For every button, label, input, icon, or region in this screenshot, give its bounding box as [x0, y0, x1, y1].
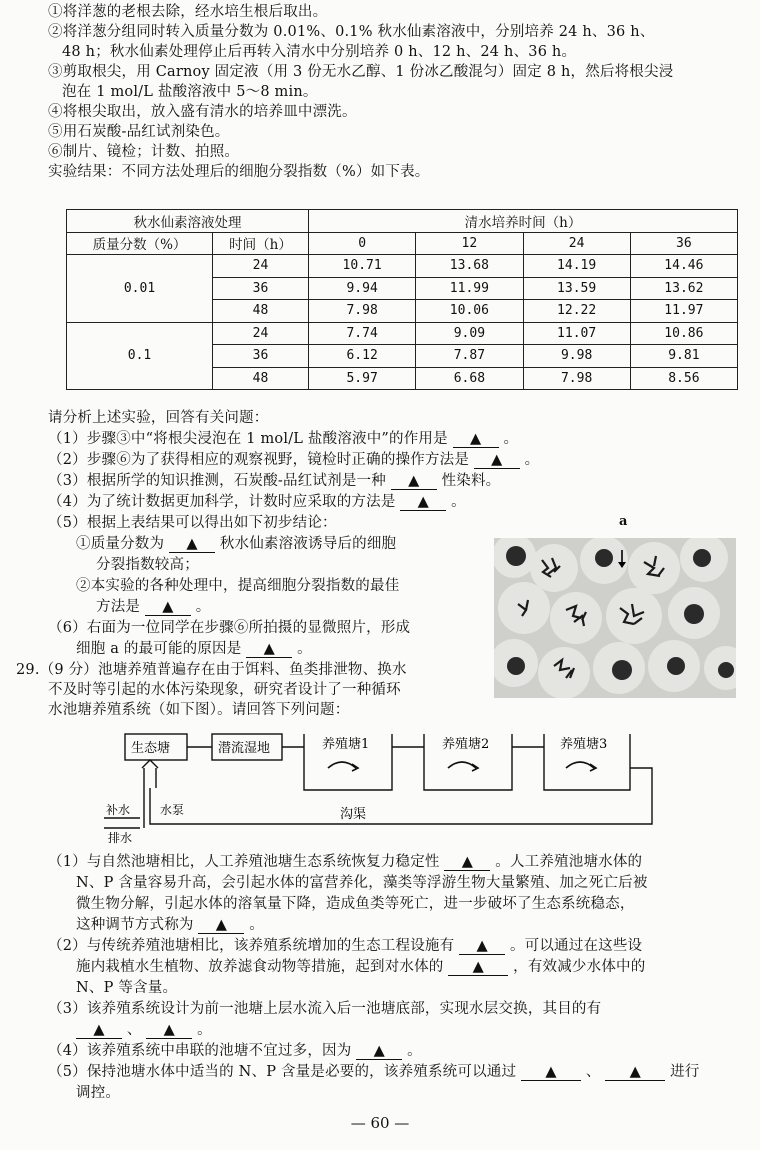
table-header-treatment: 秋水仙素溶液处理: [67, 210, 309, 233]
table-cell: 9.94: [309, 277, 416, 300]
table-water-time: 0: [309, 232, 416, 255]
q29-5-sep: 、: [585, 1064, 601, 1080]
results-table: [66, 209, 738, 390]
q28-1-end: 。: [503, 431, 519, 447]
q29-2-cont-2: N、P 等含量。: [76, 980, 178, 996]
q28-2-text: （2）步骤⑥为了获得相应的观察视野，镜检时正确的操作方法是: [48, 452, 470, 468]
answer-blank[interactable]: ▲: [448, 959, 508, 976]
label-wetland: 潜流湿地: [218, 741, 271, 756]
micrograph-cells: [494, 538, 736, 698]
table-cell: 8.56: [630, 367, 737, 390]
q29-2-text3: 施内栽植水生植物、放养滤食动物等措施，起到对水体的: [76, 959, 444, 975]
q29-1-text2: 。人工养殖池塘水体的: [495, 854, 643, 870]
q29-5-cont: 调控。: [76, 1085, 121, 1101]
label-pond-1: 养殖塘1: [322, 737, 370, 752]
table-mass-cell: 0.01: [67, 255, 213, 323]
q29-4-text: （4）该养殖系统中串联的池塘不宜过多，因为: [48, 1043, 352, 1059]
q29-5: [48, 1062, 700, 1082]
table-time-cell: 24: [213, 322, 309, 345]
label-pond-3: 养殖塘3: [560, 737, 608, 752]
table-cell: 7.87: [416, 345, 523, 368]
step-2-cont: 48 h；秋水仙素处理停止后再转入清水中分别培养 0 h、12 h、24 h、36 h。: [62, 44, 577, 60]
label-channel: 沟渠: [340, 807, 367, 822]
q28-6: （6）右面为一位同学在步骤⑥所拍摄的显微照片，形成: [48, 620, 411, 636]
table-cell: 11.07: [523, 322, 630, 345]
q29-2-cont: [76, 957, 645, 977]
q28-intro: 请分析上述实验，回答有关问题：: [48, 410, 269, 426]
photo-label-a: a: [619, 514, 628, 529]
table-cell: 7.98: [523, 367, 630, 390]
q29-1-end: 。: [249, 917, 264, 933]
q28-4-text: （4）为了统计数据更加科学，计数时应采取的方法是: [48, 494, 396, 510]
label-inflow: 补水: [106, 803, 131, 817]
pond-system-diagram: [100, 728, 660, 848]
step-1: ①将洋葱的老根去除，经水培生根后取出。: [48, 4, 328, 20]
q28-5-1-text2: 秋水仙素溶液诱导后的细胞: [219, 536, 397, 552]
micrograph-image: [494, 538, 736, 698]
table-cell: 6.12: [309, 345, 416, 368]
q29-2-text2: 。可以通过在这些设: [509, 938, 643, 954]
q28-6-cont: [76, 639, 312, 659]
table-cell: 7.98: [309, 300, 416, 323]
table-cell: 9.98: [523, 345, 630, 368]
table-time-cell: 36: [213, 345, 309, 368]
table-cell: 9.09: [416, 322, 523, 345]
q28-6-end: 。: [297, 641, 312, 657]
table-cell: 13.59: [523, 277, 630, 300]
answer-blank[interactable]: ▲: [356, 1043, 402, 1060]
table-cell: 7.74: [309, 322, 416, 345]
q28-5-1: [76, 534, 396, 554]
answer-blank[interactable]: ▲: [400, 494, 446, 511]
label-pump: 水泵: [160, 803, 185, 817]
q28-5-2-text: 方法是: [96, 599, 141, 615]
table-row: [67, 255, 738, 278]
q28-1: [48, 429, 518, 449]
label-eco-pond: 生态塘: [131, 741, 171, 756]
q28-3-end: 性染料。: [441, 473, 501, 489]
table-col-mass: 质量分数（%）: [67, 232, 213, 255]
q29-intro-2: 不及时等引起的水体污染现象，研究者设计了一种循环: [48, 682, 401, 698]
q28-2-end: 。: [524, 452, 540, 468]
step-3-cont: 泡在 1 mol/L 盐酸溶液中 5～8 min。: [62, 84, 318, 100]
q29-2-text: （2）与传统养殖池塘相比，该养殖系统增加的生态工程设施有: [48, 938, 455, 954]
q28-3: [48, 471, 500, 491]
table-header-water: 清水培养时间（h）: [309, 210, 738, 233]
q29-1-text: （1）与自然池塘相比，人工养殖池塘生态系统恢复力稳定性: [48, 854, 440, 870]
table-cell: 10.86: [630, 322, 737, 345]
table-time-cell: 24: [213, 255, 309, 278]
table-cell: 9.81: [630, 345, 737, 368]
table-time-cell: 48: [213, 300, 309, 323]
q29-3-cont: [76, 1020, 212, 1040]
table-cell: 5.97: [309, 367, 416, 390]
step-6: ⑥制片、镜检；计数、拍照。: [48, 144, 240, 160]
table-cell: 12.22: [523, 300, 630, 323]
table-cell: 11.97: [630, 300, 737, 323]
q29-3: （3）该养殖系统设计为前一池塘上层水流入后一池塘底部，实现水层交换，其目的有: [48, 1001, 602, 1017]
answer-blank[interactable]: ▲: [444, 854, 490, 871]
step-2: ②将洋葱分组同时转入质量分数为 0.01%、0.1% 秋水仙素溶液中，分别培养 24 h、36 h、: [48, 24, 655, 40]
answer-blank[interactable]: ▲: [521, 1064, 581, 1081]
q28-5-2: ②本实验的各种处理中，提高细胞分裂指数的最佳: [76, 578, 400, 594]
q29-3-sep: 、: [126, 1022, 142, 1038]
table-water-time: 24: [523, 232, 630, 255]
table-water-time: 36: [630, 232, 737, 255]
step-3: ③剪取根尖，用 Carnoy 固定液（用 3 份无水乙醇、1 份冰乙酸混匀）固定 8 h，然后将根尖浸: [48, 64, 674, 80]
answer-blank[interactable]: ▲: [605, 1064, 665, 1081]
q29-intro-3: 水池塘养殖系统（如下图）。请回答下列问题：: [48, 702, 350, 718]
pond-system-svg: [100, 728, 660, 848]
answer-blank[interactable]: ▲: [198, 917, 244, 934]
q28-6-text: 细胞 a 的最可能的原因是: [76, 641, 242, 657]
table-cell: 10.06: [416, 300, 523, 323]
table-time-cell: 48: [213, 367, 309, 390]
q28-5-2-cont: [96, 597, 210, 617]
q28-1-text: （1）步骤③中“将根尖浸泡在 1 mol/L 盐酸溶液中”的作用是: [48, 431, 448, 447]
table-cell: 14.19: [523, 255, 630, 278]
q29-5-text: （5）保持池塘水体中适当的 N、P 含量是必要的，该养殖系统可以通过: [48, 1064, 517, 1080]
q29-3-end: 。: [197, 1022, 212, 1038]
q29-2-text4: ，有效减少水体中的: [513, 959, 646, 975]
q28-4: [48, 492, 466, 512]
q29-1: [48, 852, 642, 872]
table-cell: 13.68: [416, 255, 523, 278]
table-cell: 11.99: [416, 277, 523, 300]
q29-1-cont-1: N、P 含量容易升高，会引起水体的富营养化，藻类等浮游生物大量繁殖、加之死亡后被: [76, 875, 648, 891]
table-row: [67, 322, 738, 345]
q28-2: [48, 450, 539, 470]
answer-blank[interactable]: ▲: [453, 431, 499, 448]
q29-5-text2: 进行: [670, 1064, 700, 1080]
table-water-time: 12: [416, 232, 523, 255]
answer-blank[interactable]: ▲: [474, 452, 520, 469]
label-outflow: 排水: [108, 831, 133, 845]
page-number: — 60 —: [350, 1114, 410, 1132]
q29-4: [48, 1041, 422, 1061]
step-5: ⑤用石炭酸-品红试剂染色。: [48, 124, 230, 140]
results-intro: 实验结果：不同方法处理后的细胞分裂指数（%）如下表。: [48, 164, 430, 180]
answer-blank[interactable]: ▲: [76, 1022, 122, 1039]
table-cell: 10.71: [309, 255, 416, 278]
q29-1-cont-3: [76, 915, 264, 935]
label-pond-2: 养殖塘2: [442, 737, 490, 752]
answer-blank[interactable]: ▲: [146, 1022, 192, 1039]
q28-5-1-text: ①质量分数为: [76, 536, 165, 552]
table-mass-cell: 0.1: [67, 322, 213, 390]
q29-1-text3: 这种调节方式称为: [76, 917, 194, 933]
q29-intro-1: 29.（9 分）池塘养殖普遍存在由于饵料、鱼类排泄物、换水: [16, 662, 407, 678]
q28-3-text: （3）根据所学的知识推测，石炭酸-品红试剂是一种: [48, 473, 386, 489]
q28-5: （5）根据上表结果可以得出如下初步结论：: [48, 515, 337, 531]
table-cell: 13.62: [630, 277, 737, 300]
q29-1-cont-2: 微生物分解，引起水体的溶氧量下降，造成鱼类等死亡，进一步破坏了生态系统稳态，: [76, 896, 635, 912]
answer-blank[interactable]: ▲: [459, 938, 505, 955]
table-cell: 14.46: [630, 255, 737, 278]
q28-5-2-end: 。: [195, 599, 211, 615]
q28-4-end: 。: [451, 494, 466, 510]
q29-2: [48, 936, 642, 956]
q29-4-end: 。: [407, 1043, 422, 1059]
table-cell: 6.68: [416, 367, 523, 390]
answer-blank[interactable]: ▲: [246, 641, 292, 658]
q28-5-1-cont: 分裂指数较高；: [96, 557, 199, 573]
table-col-time: 时间（h）: [213, 232, 309, 255]
table-time-cell: 36: [213, 277, 309, 300]
answer-blank[interactable]: ▲: [391, 473, 437, 490]
step-4: ④将根尖取出，放入盛有清水的培养皿中漂洗。: [48, 104, 357, 120]
answer-blank[interactable]: ▲: [169, 536, 215, 553]
answer-blank[interactable]: ▲: [145, 599, 191, 616]
